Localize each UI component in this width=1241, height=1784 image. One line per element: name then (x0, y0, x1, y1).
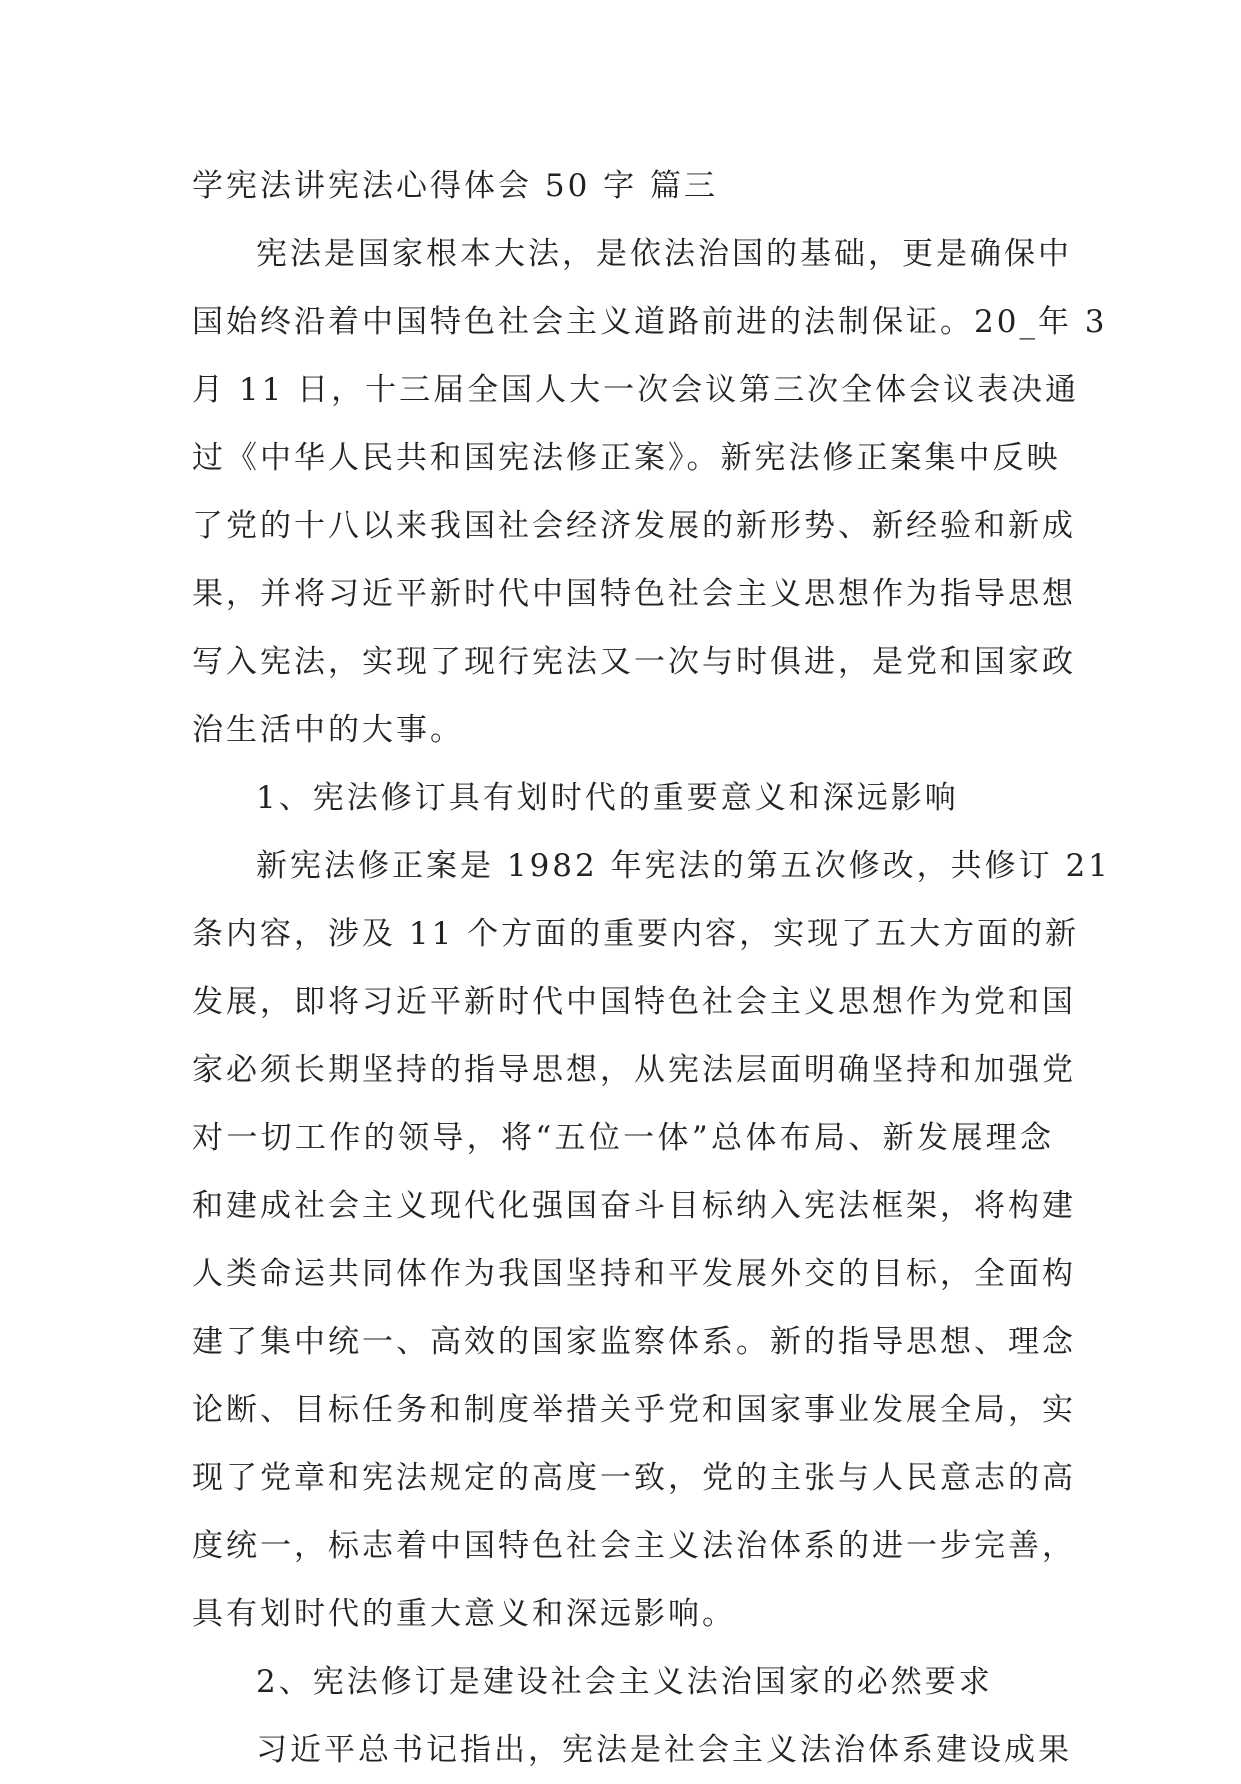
text-line: 论断、目标任务和制度举措关乎党和国家事业发展全局，实 (192, 1392, 1076, 1428)
text-line: 建了集中统一、高效的国家监察体系。新的指导思想、理念 (192, 1324, 1076, 1360)
text-line: 具有划时代的重大意义和深远影响。 (192, 1596, 736, 1632)
text-line: 月 11 日，十三届全国人大一次会议第三次全体会议表决通 (192, 372, 1080, 408)
text-line: 过《中华人民共和国宪法修正案》。新宪法修正案集中反映 (192, 440, 1061, 476)
text-line: 了党的十八以来我国社会经济发展的新形势、新经验和新成 (192, 508, 1076, 544)
text-line: 果，并将习近平新时代中国特色社会主义思想作为指导思想 (192, 576, 1076, 612)
text-line: 人类命运共同体作为我国坚持和平发展外交的目标，全面构 (192, 1256, 1076, 1292)
text-line: 写入宪法，实现了现行宪法又一次与时俱进，是党和国家政 (192, 644, 1076, 680)
text-line: 习近平总书记指出，宪法是社会主义法治体系建设成果 (256, 1732, 1072, 1768)
text-line: 和建成社会主义现代化强国奋斗目标纳入宪法框架，将构建 (192, 1188, 1076, 1224)
text-line: 条内容，涉及 11 个方面的重要内容，实现了五大方面的新 (192, 916, 1080, 952)
text-line: 治生活中的大事。 (192, 712, 464, 748)
text-line: 家必须长期坚持的指导思想，从宪法层面明确坚持和加强党 (192, 1052, 1076, 1088)
text-line: 发展，即将习近平新时代中国特色社会主义思想作为党和国 (192, 984, 1076, 1020)
text-line: 国始终沿着中国特色社会主义道路前进的法制保证。20_年 3 (192, 304, 1108, 340)
text-line: 现了党章和宪法规定的高度一致，党的主张与人民意志的高 (192, 1460, 1076, 1496)
text-line: 对一切工作的领导，将“五位一体”总体布局、新发展理念 (192, 1120, 1054, 1156)
section-heading: 1、宪法修订具有划时代的重要意义和深远影响 (256, 780, 959, 816)
document-body (192, 152, 1111, 1784)
section-heading: 2、宪法修订是建设社会主义法治国家的必然要求 (256, 1664, 993, 1700)
text-line: 度统一，标志着中国特色社会主义法治体系的进一步完善， (192, 1528, 1076, 1564)
text-line: 宪法是国家根本大法，是依法治国的基础，更是确保中 (256, 236, 1072, 272)
document-title: 学宪法讲宪法心得体会 50 字 篇三 (192, 168, 719, 204)
text-line: 新宪法修正案是 1982 年宪法的第五次修改，共修订 21 (256, 848, 1111, 884)
